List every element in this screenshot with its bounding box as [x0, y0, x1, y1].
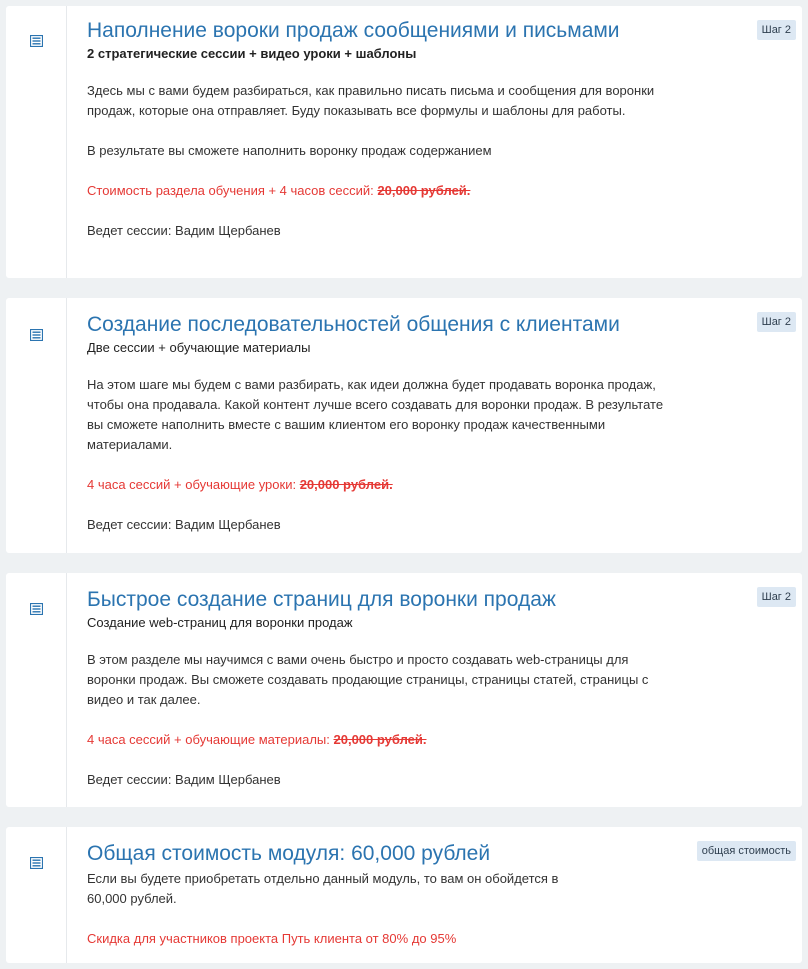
total-cost-card	[6, 827, 802, 963]
card-body	[87, 840, 802, 949]
price-old: 20,000 рублей.	[377, 183, 471, 198]
session-host: Ведет сессии: Вадим Щербанев	[87, 517, 281, 532]
price-label: Стоимость раздела обучения + 4 часов сессий:	[87, 183, 378, 198]
step-badge: Шаг 2	[757, 587, 796, 607]
card-sidebar	[6, 6, 67, 278]
price-label: 4 часа сессий + обучающие уроки:	[87, 477, 300, 492]
card-body	[87, 586, 802, 790]
session-host: Ведет сессии: Вадим Щербанев	[87, 223, 281, 238]
card-title: Наполнение вороки продаж сообщениями и письмами	[87, 19, 620, 42]
card-sidebar	[6, 827, 67, 963]
card-subtitle: Две сессии + обучающие материалы	[87, 340, 311, 355]
card-result: В результате вы сможете наполнить воронку продаж содержанием	[87, 143, 492, 158]
card-body	[87, 17, 802, 241]
step-badge: Шаг 2	[757, 312, 796, 332]
step-card-2	[6, 298, 802, 553]
price-line	[87, 475, 672, 495]
price-line	[87, 730, 672, 750]
card-sidebar	[6, 573, 67, 807]
document-icon	[30, 35, 43, 47]
card-description: На этом шаге мы будем с вами разбирать, как идеи должна будет продавать воронка продаж, чтобы она продавала. Какой контент лучше всего создавать для воронки продаж. В результате вы сможете наполнить вместе с вашим клиентом его воронку продаж качественными материалами.	[87, 377, 664, 452]
card-description: В этом разделе мы научимся с вами очень быстро и просто создавать web-страницы для воронки продаж. Вы сможете создавать продающие страницы, страницы статей, страницы с видео и так далее.	[87, 652, 649, 707]
card-subtitle: Если вы будете приобретать отдельно данный модуль, то вам он обойдется в 60,000 рублей.	[87, 871, 559, 906]
total-cost-badge: общая стоимость	[697, 841, 796, 861]
card-body	[87, 311, 802, 535]
card-subtitle: 2 стратегические сессии + видео уроки + шаблоны	[87, 46, 417, 61]
price-old: 20,000 рублей.	[333, 732, 427, 747]
card-description: Здесь мы с вами будем разбираться, как правильно писать письма и сообщения для воронки продаж, которые она отправляет. Буду показывать все формулы и шаблоны для работы.	[87, 83, 655, 118]
session-host: Ведет сессии: Вадим Щербанев	[87, 772, 281, 787]
price-label: 4 часа сессий + обучающие материалы:	[87, 732, 334, 747]
card-sidebar	[6, 298, 67, 553]
card-title: Создание последовательностей общения с клиентами	[87, 313, 620, 336]
discount-line: Скидка для участников проекта Путь клиента от 80% до 95%	[87, 931, 457, 946]
price-line	[87, 181, 672, 201]
step-card-3	[6, 573, 802, 807]
document-icon	[30, 603, 43, 615]
step-card-1	[6, 6, 802, 278]
price-old: 20,000 рублей.	[299, 477, 393, 492]
card-title: Быстрое создание страниц для воронки продаж	[87, 588, 556, 611]
document-icon	[30, 329, 43, 341]
card-subtitle: Создание web-страниц для воронки продаж	[87, 615, 353, 630]
step-badge: Шаг 2	[757, 20, 796, 40]
document-icon	[30, 857, 43, 869]
card-title: Общая стоимость модуля: 60,000 рублей	[87, 842, 491, 865]
